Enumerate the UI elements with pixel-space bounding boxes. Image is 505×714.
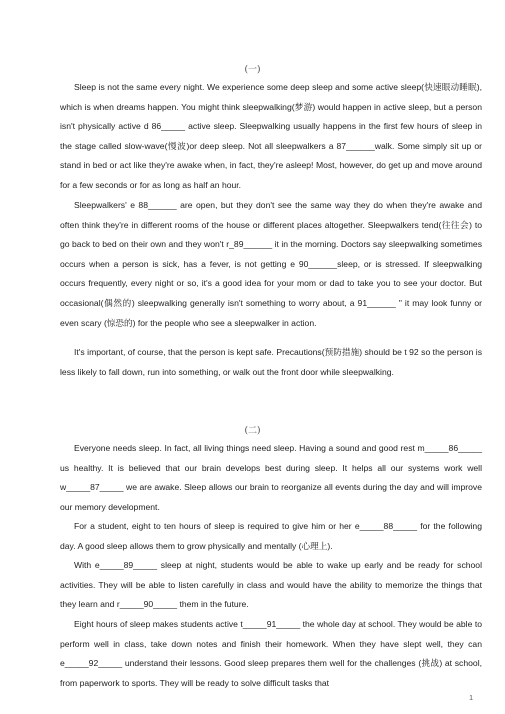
page-number: 1 <box>469 695 473 702</box>
section2-paragraph-3: With e_____89_____ sleep at night, students would be able to wake up early and be ready for school activities. They will be able to listen carefully in class and would have the ability to memorize the things that they learn and r_____90_____ them in the future. <box>60 560 482 610</box>
section-heading-2: (二) <box>244 426 261 436</box>
section1-paragraph-2: Sleepwalkers' e 88______ are open, but they don't see the same way they do when they're awake and often think they're in different rooms of the house or different places altogether. Sleepwalkers tend(往往会) to go back to bed on their own and they won't r_89______ it in the morning. Doctors say sleepwalking sometimes occurs when a person is sick, has a fever, is not getting e 90______sleep, or is stressed. If sleepwalking occurs frequently, every night or so, it's a good idea for your mom or dad to take you to see your doctor. But occasional(偶然的) sleepwalking generally isn't something to worry about, a 91______ " it may look funny or even scary (惊恐的) for the people who see a sleepwalker in action. <box>60 200 482 328</box>
section2-paragraph-2: For a student, eight to ten hours of sleep is required to give him or her e_____88_____ for the following day. A good sleep allows them to grow physically and mentally (心理上). <box>60 521 482 551</box>
section-heading-1: (一) <box>244 65 261 75</box>
section1-paragraph-3: It's important, of course, that the person is kept safe. Precautions(预防措施) should be t 92 so the person is less likely to fall down, run into something, or walk out the front door while sleepwalking. <box>60 347 482 377</box>
section1-paragraph-1: Sleep is not the same every night. We experience some deep sleep and some active sleep(快速眼动睡眠), which is when dreams happen. You might think sleepwalking(梦游) would happen in active sleep, but a person isn't physically active d 86_____ active sleep. Sleepwalking usually happens in the first few hours of sleep in the stage called slow-wave(慢波)or deep sleep. Not all sleepwalkers a 87______walk. Some simply sit up or stand in bed or act like they're awake when, in fact, they're asleep! Most, however, do get up and move around for a few seconds or for as long as half an hour. <box>60 82 482 190</box>
section2-paragraph-1: Everyone needs sleep. In fact, all living things need sleep. Having a sound and good rest m_____86_____ us healthy. It is believed that our brain develops best during sleep. It helps all our systems work well w_____87_____ we are awake. Sleep allows our brain to reorganize all events during the day and will improve our memory development. <box>60 443 482 512</box>
section2-paragraph-4: Eight hours of sleep makes students active t_____91_____ the whole day at school. They would be able to perform well in class, take down notes and finish their homework. When they have slept well, they can e_____92_____ understand their lessons. Good sleep prepares them well for the challenges (挑战) at school, from paperwork to sports. They will be ready to solve difficult tasks that <box>60 619 482 688</box>
